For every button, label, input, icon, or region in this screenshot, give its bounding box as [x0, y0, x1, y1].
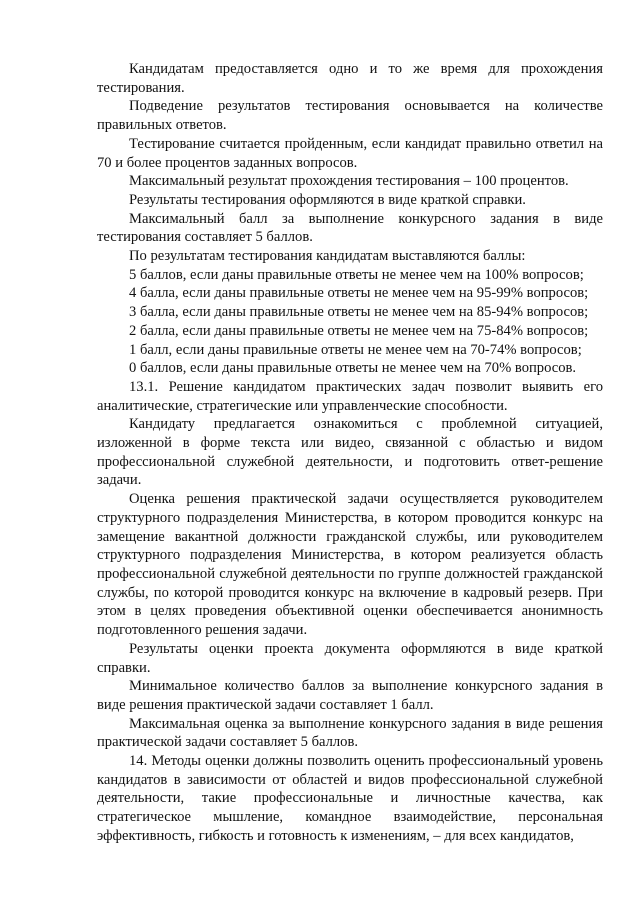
score-item-5: 5 баллов, если даны правильные ответы не менее чем на 100% вопросов;	[129, 266, 584, 283]
score-item-1: 1 балл, если даны правильные ответы не менее чем на 70-74% вопросов;	[129, 341, 582, 358]
paragraph-score-intro: По результатам тестирования кандидатам выставляются баллы:	[129, 248, 526, 265]
score-item-0: 0 баллов, если даны правильные ответы не менее чем на 70% вопросов.	[129, 360, 577, 377]
score-item-4: 4 балла, если даны правильные ответы не менее чем на 95-99% вопросов;	[129, 285, 589, 302]
paragraph-max-task-score: Максимальная оценка за выполнение конкурсного задания в виде решения практической задачи составляет 5 баллов.	[97, 715, 603, 751]
paragraph-testing-time: Кандидатам предоставляется одно и то же время для прохождения тестирования.	[97, 61, 603, 96]
paragraph-pass-condition: Тестирование считается пройденным, если кандидат правильно ответил на 70 и более процентов заданных вопросов.	[97, 135, 603, 171]
paragraph-13-1: 13.1. Решение кандидатом практических задач позволит выявить его аналитические, стратегические или управленческие способности.	[97, 378, 603, 414]
score-item-3: 3 балла, если даны правильные ответы не менее чем на 85-94% вопросов;	[129, 304, 589, 321]
paragraph-task-evaluation: Оценка решения практической задачи осуществляется руководителем структурного подразделения Министерства, в котором проводится конкурс на замещение вакантной должности гражданской службы, или руководителем структурного подразделения Министерства, в котором реализуется область профессиональной служебной деятельности по группе должностей гражданской службы, по которой проводится конкурс на включение в кадровый резерв. При этом в целях проведения объективной оценки обеспечивается анонимность подготовленного решения задачи.	[97, 491, 603, 639]
score-item-2: 2 балла, если даны правильные ответы не менее чем на 75-84% вопросов;	[129, 322, 589, 339]
paragraph-results-format: Результаты тестирования оформляются в виде краткой справки.	[129, 191, 526, 208]
paragraph-evaluation-format: Результаты оценки проекта документа оформляются в виде краткой справки.	[97, 640, 603, 676]
paragraph-max-result: Максимальный результат прохождения тестирования – 100 процентов.	[129, 173, 569, 190]
paragraph-min-score: Минимальное количество баллов за выполнение конкурсного задания в виде решения практической задачи составляет 1 балл.	[97, 678, 603, 713]
paragraph-results-basis: Подведение результатов тестирования основывается на количестве правильных ответов.	[97, 98, 603, 134]
paragraph-max-score: Максимальный балл за выполнение конкурсного задания в виде тестирования составляет 5 баллов.	[97, 210, 603, 246]
paragraph-14: 14. Методы оценки должны позволить оценить профессиональный уровень кандидатов в зависимости от областей и видов профессиональной служебной деятельности, такие профессиональные и личностные качества, как стратегическое мышление, командное взаимодействие, персональная эффективность, гибкость и готовность к изменениям, – для всех кандидатов,	[97, 753, 603, 844]
document-body	[97, 60, 603, 846]
paragraph-candidate-task: Кандидату предлагается ознакомиться с проблемной ситуацией, изложенной в форме текста или видео, связанной с областью и видом профессиональной служебной деятельности, и подготовить ответ-решение задачи.	[97, 416, 603, 489]
